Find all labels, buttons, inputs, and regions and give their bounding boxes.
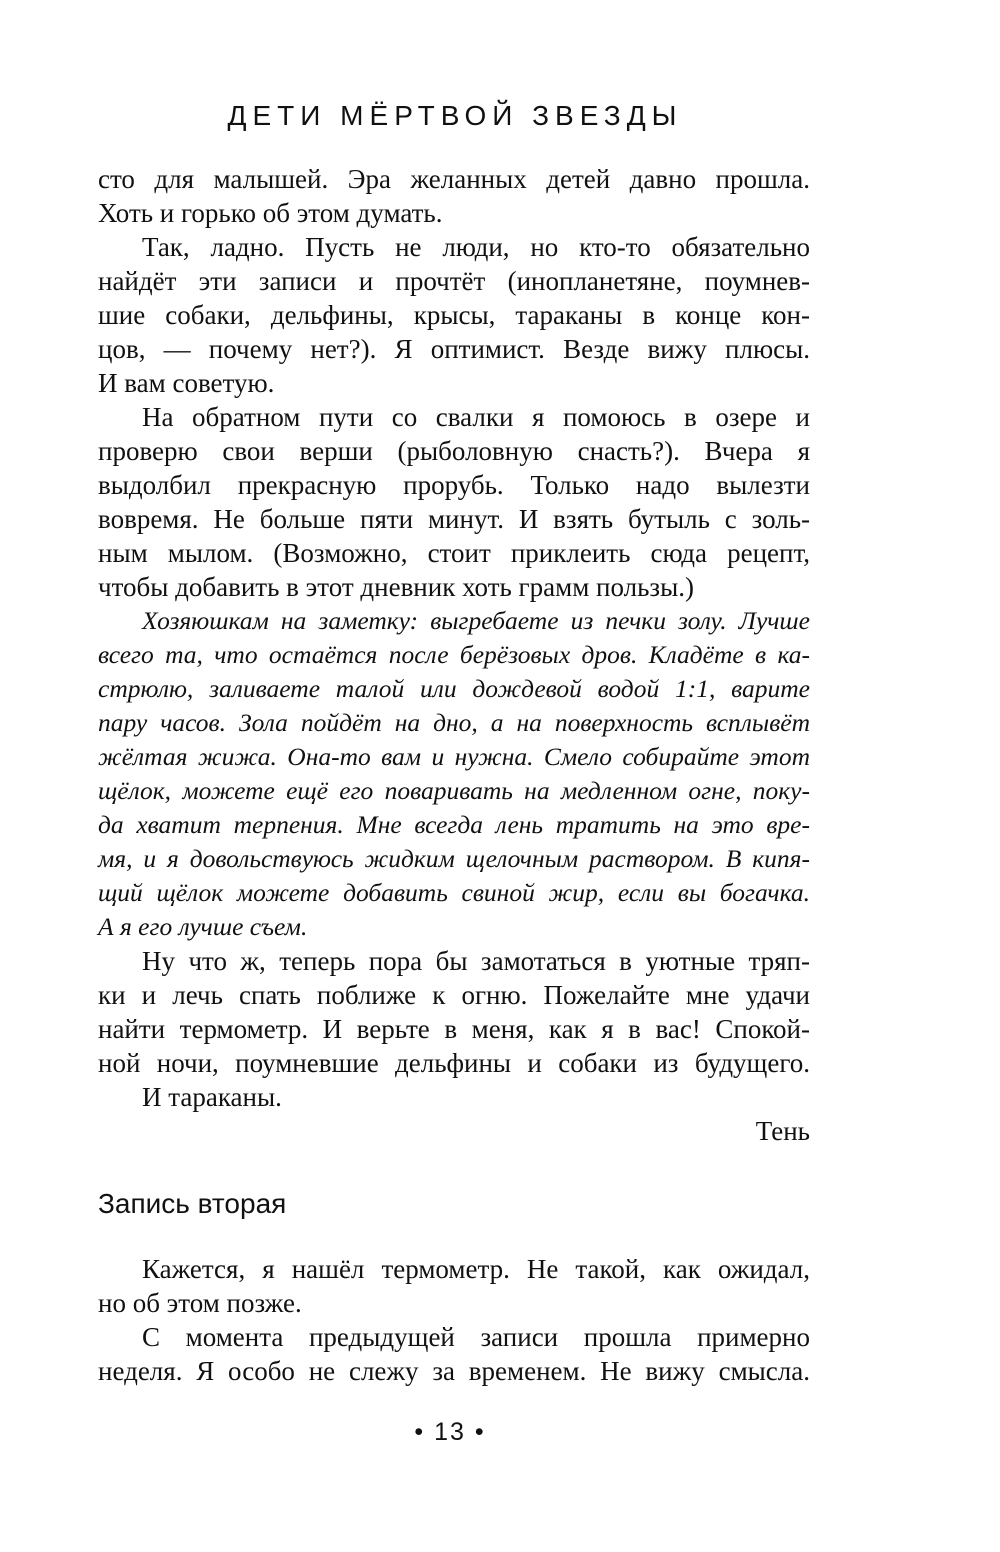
- italic-line: щий щёлок можете добавить свиной жир, если вы богачка.: [98, 878, 810, 907]
- text-line: ным мылом. (Возможно, стоит приклеить сюда рецепт,: [98, 538, 810, 568]
- italic-line: всего та, что остаётся после берёзовых дров. Кладёте в ка-: [98, 640, 810, 669]
- italic-line: Хозяюшкам на заметку: выгребаете из печки золу. Лучше: [142, 606, 810, 635]
- page-number: • 13 •: [414, 1418, 486, 1446]
- italic-line: А я его лучше съем.: [98, 912, 308, 941]
- text-line: И вам советую.: [98, 368, 275, 398]
- text-line: но об этом позже.: [98, 1288, 302, 1318]
- text-line: И тараканы.: [142, 1082, 282, 1112]
- text-line: С момента предыдущей записи прошла примерно: [142, 1322, 810, 1352]
- italic-line: пару часов. Зола пойдёт на дно, а на поверхность всплывёт: [98, 708, 810, 737]
- italic-line: мя, и я довольствуюсь жидким щелочным раствором. В кипя-: [98, 844, 810, 873]
- text-line: ной ночи, поумневшие дельфины и собаки из будущего.: [98, 1048, 810, 1078]
- text-line: проверю свои верши (рыболовную снасть?). Вчера я: [98, 436, 810, 466]
- text-line: найти термометр. И верьте в меня, как я в вас! Спокой-: [98, 1014, 810, 1044]
- running-title: ДЕТИ МЁРТВОЙ ЗВЕЗДЫ: [227, 100, 683, 131]
- text-line: цов, — почему нет?). Я оптимист. Везде вижу плюсы.: [98, 334, 810, 364]
- text-line: шие собаки, дельфины, крысы, тараканы в конце кон-: [98, 300, 810, 330]
- text-line: ки и лечь спать поближе к огню. Пожелайте мне удачи: [98, 980, 810, 1010]
- italic-line: стрюлю, заливаете талой или дождевой водой 1:1, варите: [98, 674, 810, 703]
- text-line: Кажется, я нашёл термометр. Не такой, как ожидал,: [142, 1254, 810, 1284]
- text-line: сто для малышей. Эра желанных детей давно прошла.: [98, 164, 810, 194]
- text-line: Ну что ж, теперь пора бы замотаться в уютные тряп-: [142, 946, 810, 976]
- text-line: чтобы добавить в этот дневник хоть грамм пользы.): [98, 572, 694, 602]
- text-line: выдолбил прекрасную прорубь. Только надо вылезти: [98, 470, 810, 500]
- italic-line: жёлтая жижа. Она-то вам и нужна. Смело собирайте этот: [98, 742, 810, 771]
- text-line: вовремя. Не больше пяти минут. И взять бутыль с золь-: [98, 504, 810, 534]
- italic-line: да хватит терпения. Мне всегда лень тратить на это вре-: [98, 810, 810, 839]
- text-line: найдёт эти записи и прочтёт (инопланетяне, поумнев-: [98, 266, 810, 296]
- section-heading: Запись вторая: [98, 1188, 287, 1219]
- text-line: Хоть и горько об этом думать.: [98, 198, 443, 228]
- italic-line: щёлок, можете ещё его поваривать на медленном огне, поку-: [98, 776, 810, 805]
- text-line: неделя. Я особо не слежу за временем. Не вижу смысла.: [98, 1356, 810, 1386]
- text-line: На обратном пути со свалки я помоюсь в озере и: [142, 402, 810, 432]
- signature: Тень: [755, 1116, 810, 1146]
- text-line: Так, ладно. Пусть не люди, но кто-то обязательно: [142, 232, 810, 262]
